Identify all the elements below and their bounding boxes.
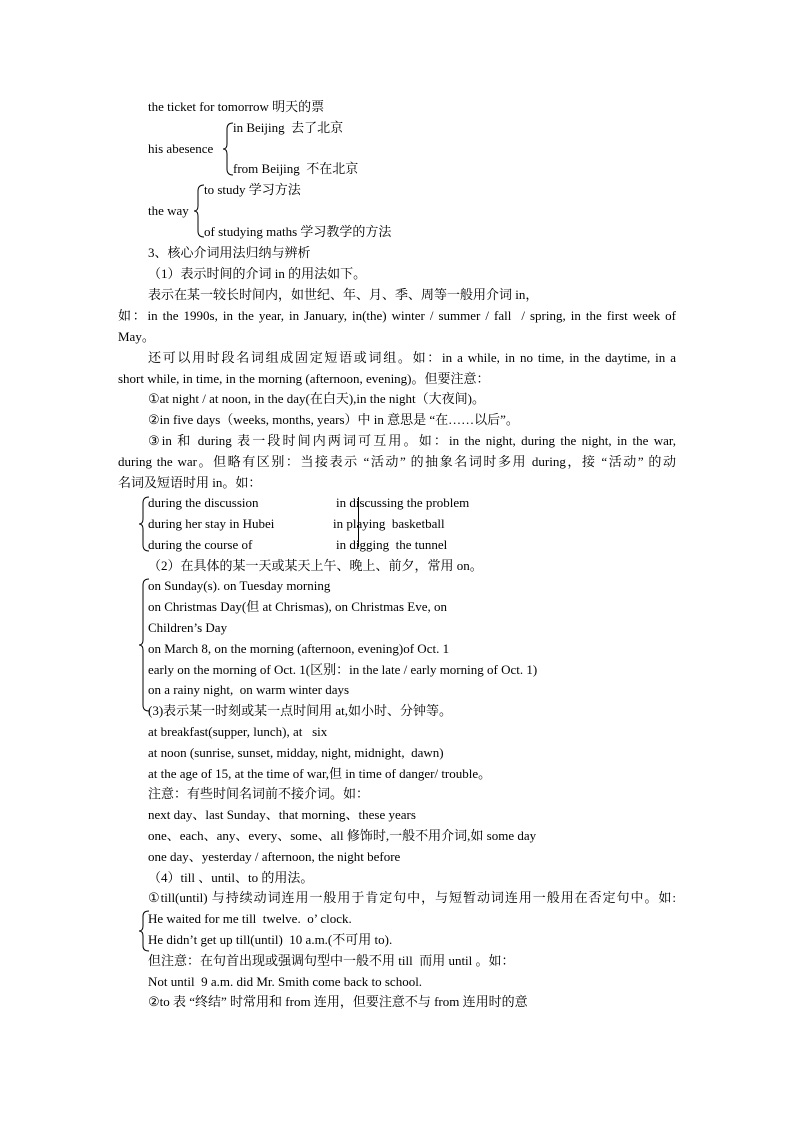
at-note-example: one day、yesterday / afternoon, the night before [148,849,401,864]
paragraph-line: 如：in the 1990s, in the year, in January, in(the) winter / summer / fall / spring, in the first week of [118,308,676,323]
till-example: He didn’t get up till(until) 10 a.m.(不可用 to). [148,932,393,947]
till-paragraph: ①till(until) 与持续动词连用一般用于肯定句中，与短暂动词连用一般用在否定句中。如: [148,890,676,905]
on-heading: （2）在具体的某一天或某天上午、晚上、前夕，常用 on。 [148,558,483,573]
paragraph-line: May。 [118,329,155,344]
way-label: the way [148,203,189,218]
paragraph-line: during the war。但略有区别：当接表示 “活动” 的抽象名词时多用 during，接 “活动” 的动 [118,454,676,469]
note-item-1: ①at night / at noon, in the day(在白天),in the night（大夜间)。 [148,391,485,406]
pair-right: in discussing the problem [336,495,470,510]
pair-left: during the discussion [148,495,259,510]
at-example: at noon (sunrise, sunset, midday, night, midnight, dawn) [148,745,444,760]
way-option-1: to study 学习方法 [204,182,301,197]
paragraph-line: 还可以用时段名词组成固定短语或词组。如：in a while, in no time, in the daytime, in a [148,350,676,365]
at-heading: (3)表示某一时刻或某一点时间用 at,如小时、分钟等。 [148,703,453,718]
pair-right: in playing basketball [333,516,445,531]
pair-left: during the course of [148,537,253,552]
in-heading: （1）表示时间的介词 in 的用法如下。 [148,266,367,281]
section-title: 3、核心介词用法归纳与辨析 [148,245,311,260]
on-example: on March 8, on the morning (afternoon, evening)of Oct. 1 [148,641,450,656]
absence-label: his abesence [148,141,214,156]
paragraph-line: 表示在某一较长时间内，如世纪、年、月、季、周等一般用介词 in， [148,287,539,302]
till-example: He waited for me till twelve. o’ clock. [148,911,352,926]
on-example: early on the morning of Oct. 1(区别：in the late / early morning of Oct. 1) [148,662,538,677]
at-note: 注意：有些时间名词前不接介词。如： [148,786,370,801]
at-note-example: next day、last Sunday、that morning、these years [148,807,416,822]
absence-option-1: in Beijing 去了北京 [233,120,344,135]
at-example: at the age of 15, at the time of war,但 in time of danger/ trouble。 [148,766,492,781]
absence-option-2: from Beijing 不在北京 [233,161,359,176]
to-paragraph: ②to 表 “终结” 时常用和 from 连用，但要注意不与 from 连用时的意 [148,994,528,1009]
at-note-example: one、each、any、every、some、all 修饰时,一般不用介词,如 some day [148,828,537,843]
till-note: 但注意：在句首出现或强调句型中一般不用 till 而用 until 。如： [148,953,515,968]
paragraph-line: 名词及短语时用 in。如： [118,475,262,490]
way-option-2: of studying maths 学习教学的方法 [204,224,392,239]
till-heading: （4）till 、until、to 的用法。 [148,870,314,885]
note-item-3: ③in 和 during 表一段时间内两词可互用。如：in the night, during the night, in the war, [148,433,676,448]
at-example: at breakfast(supper, lunch), at six [148,724,328,739]
pair-right: in digging the tunnel [336,537,448,552]
on-example: on Sunday(s). on Tuesday morning [148,578,331,593]
on-example: Children’s Day [148,620,228,635]
paragraph-line: short while, in time, in the morning (afternoon, evening)。但要注意： [118,371,490,386]
note-item-2: ②in five days（weeks, months, years）中 in 意思是 “在……以后”。 [148,412,519,427]
on-example: on Christmas Day(但 at Chrismas), on Christmas Eve, on [148,599,447,614]
ticket-example: the ticket for tomorrow 明天的票 [148,99,325,114]
on-example: on a rainy night, on warm winter days [148,682,350,697]
pair-left: during her stay in Hubei [148,516,275,531]
till-example: Not until 9 a.m. did Mr. Smith come back to school. [148,974,423,989]
